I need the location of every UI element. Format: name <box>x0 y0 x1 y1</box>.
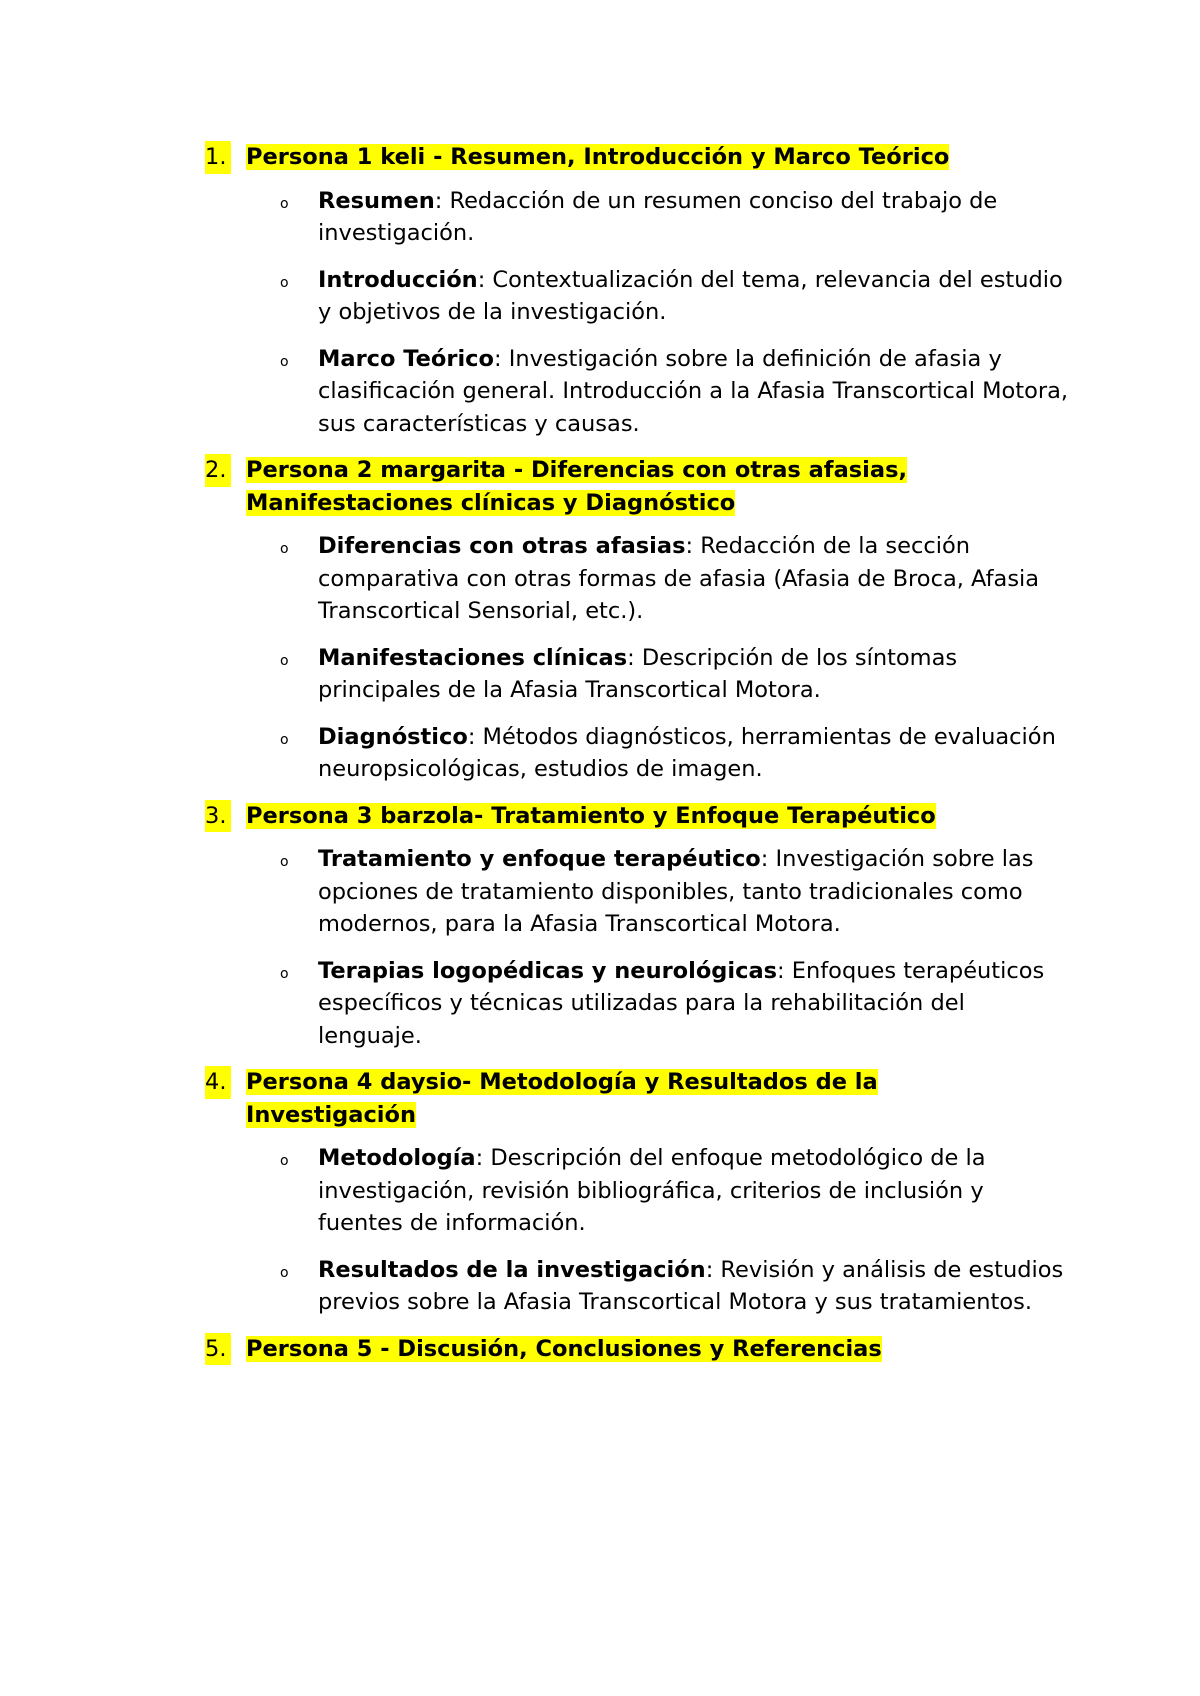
item-text: : Descripción de los síntomas principales de la Afasia Transcortical Motora. <box>318 644 958 703</box>
item-term: Terapias logopédicas y neurológicas <box>318 957 778 984</box>
bullet-icon: o <box>280 965 289 982</box>
section-1 <box>205 141 1069 440</box>
section-heading <box>205 141 1045 174</box>
bullet-icon: o <box>280 541 289 557</box>
item-text: : Investigación sobre la definición de afasia y clasificación general. Introducción a la Afasia Transcortical Motora, sus características y causas. <box>318 345 1069 437</box>
bullet-icon: o <box>280 1264 289 1281</box>
item-term: Marco Teórico <box>318 345 494 372</box>
bullet-icon: o <box>280 353 289 370</box>
section-heading <box>205 454 1045 519</box>
section-5 <box>205 1333 1045 1366</box>
section-4 <box>205 1066 1064 1319</box>
list-item <box>205 843 1075 941</box>
item-text: : Descripción del enfoque metodológico de la investigación, revisión bibliográfica, criterios de inclusión y fuentes de información. <box>318 1145 986 1236</box>
item-text: : Investigación sobre las opciones de tratamiento disponibles, tanto tradicionales como modernos, para la Afasia Transcortical Motora. <box>318 846 1034 937</box>
item-text: : Métodos diagnósticos, herramientas de evaluación neuropsicológicas, estudios de imagen. <box>318 723 1056 782</box>
section-title: Persona 4 daysio- Metodología y Resultados de la Investigación <box>246 1069 878 1128</box>
item-text: : Enfoques terapéuticos específicos y técnicas utilizadas para la rehabilitación del lenguaje. <box>318 957 1045 1049</box>
section-2 <box>205 454 1056 786</box>
section-number: 1. <box>205 141 231 174</box>
item-text: : Redacción de la sección comparativa con otras formas de afasia (Afasia de Broca, Afasia Transcortical Sensorial, etc.). <box>318 533 1040 624</box>
item-term: Metodología <box>318 1145 476 1171</box>
bullet-icon: o <box>280 1153 289 1169</box>
list-item <box>205 1142 1075 1240</box>
list-item <box>205 642 1075 707</box>
section-heading <box>205 1333 1045 1366</box>
bullet-icon: o <box>280 652 289 669</box>
item-text: : Revisión y análisis de estudios previos sobre la Afasia Transcortical Motora y sus tratamientos. <box>318 1256 1064 1315</box>
section-title: Persona 2 margarita - Diferencias con otras afasias, Manifestaciones clínicas y Diagnóstico <box>246 457 908 516</box>
section-number: 5. <box>205 1333 231 1366</box>
list-item <box>205 1254 1075 1319</box>
section-title: Persona 5 - Discusión, Conclusiones y Referencias <box>246 1335 882 1362</box>
section-title: Persona 1 keli - Resumen, Introducción y Marco Teórico <box>246 144 950 170</box>
list-item <box>205 530 1075 628</box>
bullet-icon: o <box>280 274 289 291</box>
section-number: 2. <box>205 454 231 487</box>
section-heading <box>205 1066 1045 1131</box>
list-item <box>205 264 1075 329</box>
bullet-icon: o <box>280 854 289 870</box>
item-term: Tratamiento y enfoque terapéutico <box>318 846 761 872</box>
bullet-icon: o <box>280 195 289 212</box>
list-item <box>205 721 1075 786</box>
item-term: Diagnóstico <box>318 723 468 750</box>
section-number: 4. <box>205 1066 231 1099</box>
item-text: : Contextualización del tema, relevancia del estudio y objetivos de la investigación. <box>318 266 1063 325</box>
list-item <box>205 343 1075 441</box>
section-heading <box>205 800 1045 833</box>
item-term: Introducción <box>318 266 478 293</box>
section-title: Persona 3 barzola- Tratamiento y Enfoque Terapéutico <box>246 802 936 829</box>
item-term: Resumen <box>318 187 435 214</box>
bullet-icon: o <box>280 731 289 748</box>
list-item <box>205 955 1075 1053</box>
section-number: 3. <box>205 800 231 833</box>
item-term: Manifestaciones clínicas <box>318 644 628 671</box>
item-term: Diferencias con otras afasias <box>318 533 686 559</box>
list-item <box>205 185 1075 250</box>
item-term: Resultados de la investigación <box>318 1256 706 1283</box>
task-list <box>205 141 1069 1376</box>
item-text: : Redacción de un resumen conciso del trabajo de investigación. <box>318 187 998 246</box>
section-3 <box>205 800 1045 1053</box>
